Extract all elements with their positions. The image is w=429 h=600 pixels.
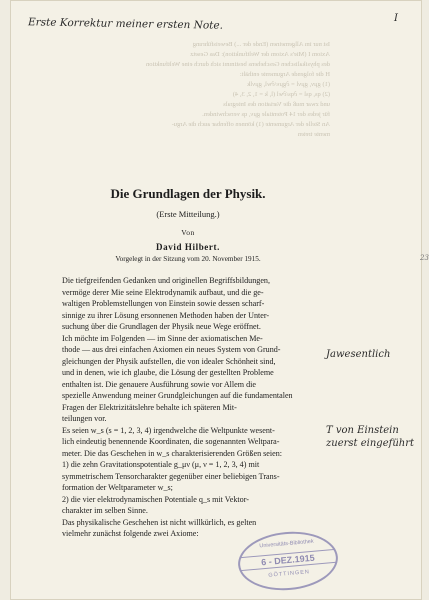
bleed-line: mente treten bbox=[297, 131, 330, 138]
text-line: suchung über die Grundlagen der Physik neue Wege eröffnet. bbox=[62, 322, 261, 331]
bleed-line: An Stelle der Argumente (1) können offenbar auch die Argu- bbox=[171, 121, 330, 128]
text-line: gleichungen der Physik aufstellen, die von idealer Schönheit sind, bbox=[62, 356, 276, 366]
text-line: Ich möchte im Folgenden — im Sinne der axiomatischen Me- bbox=[62, 333, 263, 343]
margin-annotation-2-line2: zuerst eingeführt bbox=[326, 438, 414, 449]
text-line: formation der Weltparameter w_s; bbox=[62, 483, 173, 492]
author-name: David Hilbert. bbox=[156, 242, 220, 252]
handwritten-top-note: Erste Korrektur meiner ersten Note. bbox=[27, 16, 224, 32]
text-line: thode — aus drei einfachen Axiomen ein neues System von Grund- bbox=[62, 345, 281, 354]
paragraph-2 bbox=[48, 333, 328, 425]
presentation-date: Vorgelegt in der Sitzung vom 20. November 1915. bbox=[115, 255, 261, 263]
text-line: 2) die vier elektrodynamischen Potentiale q_s mit Vektor- bbox=[62, 494, 249, 504]
manuscript-page bbox=[10, 0, 429, 600]
stamp-top-text: Universitäts-Bibliothek bbox=[259, 538, 314, 550]
margin-annotation-2-line1: T von Einstein bbox=[326, 425, 399, 436]
text-line: symmetrischem Tensorcharakter gegenüber einer beliebigen Trans- bbox=[62, 471, 280, 481]
text-line: 1) die zehn Gravitationspotentiale g_μν (μ, ν = 1, 2, 3, 4) mit bbox=[62, 460, 260, 469]
margin-annotation-2 bbox=[326, 424, 429, 450]
paragraph-3 bbox=[48, 425, 328, 517]
text-line: meter. Die das Geschehen in w_s charakterisierenden Größen seien: bbox=[62, 448, 283, 458]
margin-annotation-1: Jawesentlich bbox=[326, 349, 391, 360]
text-line: vermöge derer Mie seine Elektrodynamik aufbaut, und die ge- bbox=[62, 287, 264, 297]
page-number: I bbox=[394, 13, 398, 24]
text-line: enthalten ist. Die genauere Ausführung sowie vor Allem die bbox=[62, 379, 256, 389]
text-line: und in denen, wie ich glaube, die Lösung der gestellten Probleme bbox=[62, 368, 274, 377]
text-line: vielmehr zunächst folgende zwei Axiome: bbox=[62, 529, 199, 538]
text-line: teilungen vor. bbox=[62, 414, 107, 423]
text-line: lich eindeutig benennende Koordinaten, die sogenannten Weltpara- bbox=[62, 437, 280, 446]
by-label: Von bbox=[181, 228, 195, 237]
paper-subtitle: (Erste Mitteilung.) bbox=[156, 209, 220, 219]
bleed-line: Axiom I (Mie's Axiom der Weltfunktion): Das Gesetz bbox=[190, 51, 330, 58]
paragraph-1 bbox=[48, 275, 328, 333]
text-line: Das physikalische Geschehen ist nicht willkürlich, es gelten bbox=[62, 517, 257, 527]
bleed-line: und zwar muß die Variation des Integrals bbox=[223, 101, 330, 108]
bleed-line: (1) gμν, gμνl = ∂gμν/∂wl, gμνlk bbox=[247, 81, 330, 88]
bleed-line: für jedes der 14 Potentiale gμν, qs verschwinden. bbox=[202, 111, 330, 118]
text-line: Es seien w_s (s = 1, 2, 3, 4) irgendwelche die Weltpunkte wesent- bbox=[62, 425, 275, 435]
paper-content bbox=[48, 186, 328, 540]
bleed-line: des physikalischen Geschehens bestimmt sich durch eine Weltfunktion bbox=[145, 61, 330, 68]
bleed-line: Ist nur im Allgemeinen (Ende der ...) Beweisführung bbox=[192, 41, 330, 48]
text-line: charakter im selben Sinne. bbox=[62, 506, 148, 515]
text-line: waltigen Problemstellungen von Einstein sowie dessen scharf- bbox=[62, 299, 265, 308]
text-line: spezielle Anwendung meiner Grundgleichungen auf die fundamentalen bbox=[62, 391, 293, 400]
stamp-date: 6 - DEZ.1915 bbox=[239, 549, 336, 571]
text-line: sinnige zu ihrer Lösung ersonnenen Methoden haben der Unter- bbox=[62, 310, 270, 320]
bleed-line: (2) qs, qsl = ∂qs/∂wl (l, k = 1, 2, 3, 4) bbox=[232, 91, 330, 98]
stamp-bottom-text: GÖTTINGEN bbox=[268, 569, 311, 579]
text-line: Die tiefgreifenden Gedanken und originellen Begriffsbildungen, bbox=[62, 276, 270, 285]
text-line: Fragen der Elektrizitätslehre behalte ich späteren Mit- bbox=[62, 402, 237, 412]
body-text bbox=[48, 275, 328, 540]
bleed-through-text bbox=[90, 40, 330, 160]
bleed-line: H die folgende Argumente enthält: bbox=[239, 71, 330, 78]
paper-title: Die Grundlagen der Physik. bbox=[110, 186, 266, 201]
margin-number: 23 bbox=[420, 254, 429, 262]
